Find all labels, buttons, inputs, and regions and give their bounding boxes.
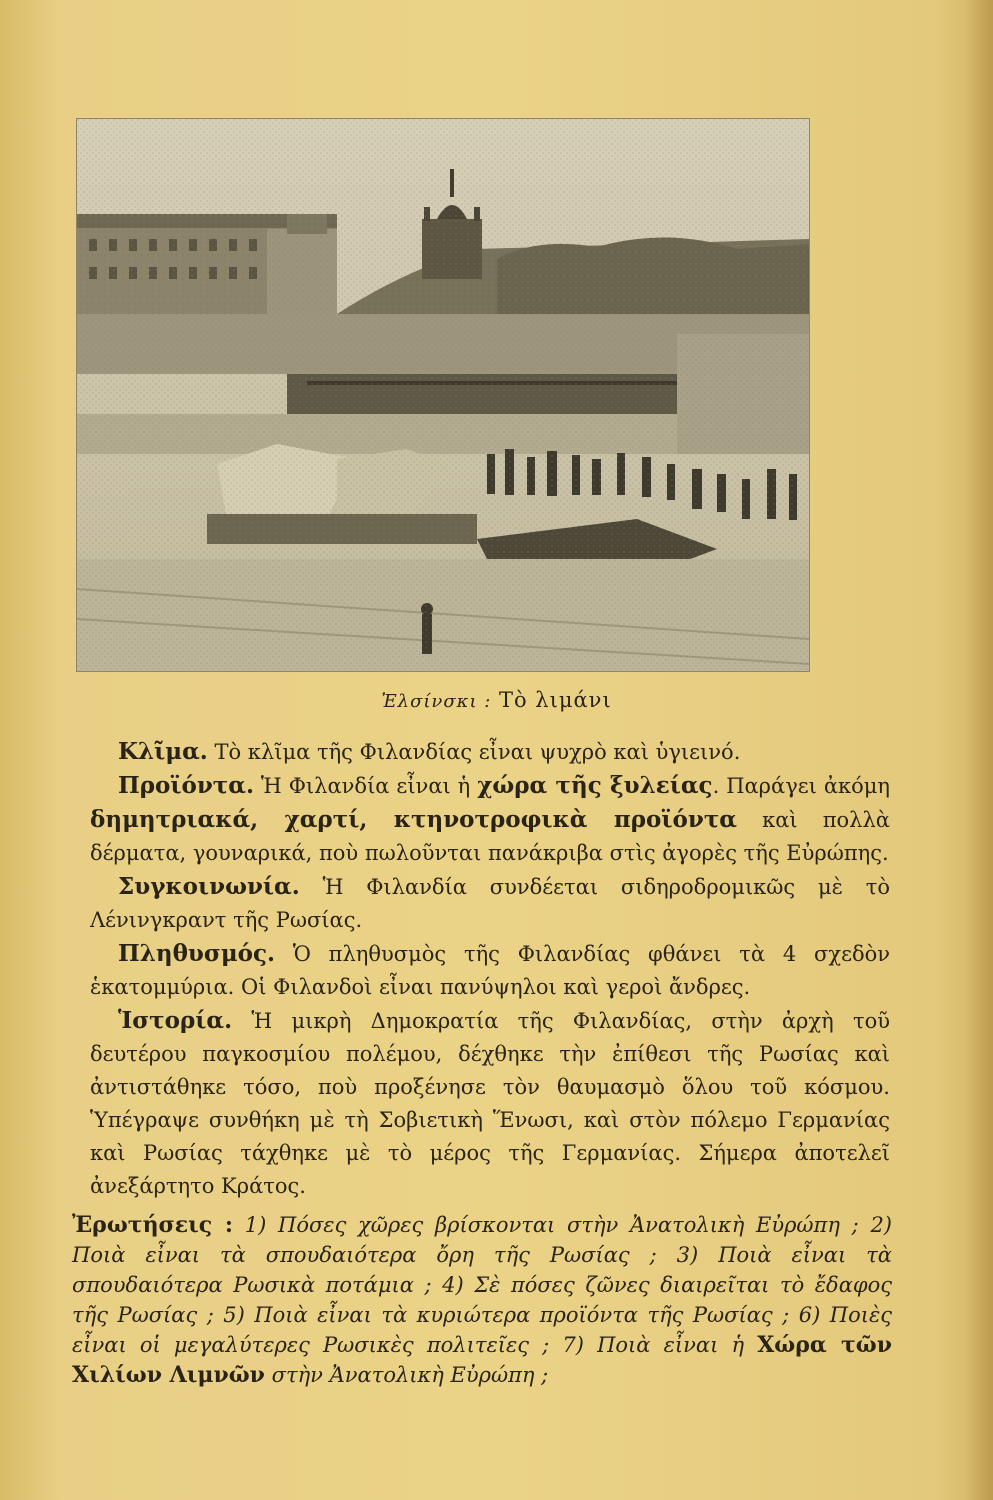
questions-heading: Ἐρωτήσεις : — [72, 1212, 234, 1238]
page-edge-shadow — [965, 0, 993, 1500]
paragraph-heading: Ἱστορία. — [118, 1007, 233, 1034]
paragraph-text: καὶ πολλὰ δέρματα, γουναρικά, ποὺ πωλοῦνται πανάκριβα στὶς ἀγορὲς τῆς Εὐρώπης. — [90, 808, 890, 865]
paragraph-text: Ἡ μικρὴ Δημοκρατία τῆς Φιλανδίας, στὴν ἀρχὴ τοῦ δευτέρου παγκοσμίου πολέμου, δέχθηκε τὴν ἐπίθεσι τῆς Ρωσίας καὶ ἀντιστάθηκε τόσο, ποὺ προξένησε τὸν θαυμασμὸ ὅλου τοῦ κόσμου. Ὑπέγραψε συνθήκη μὲ τὴ Σοβιετικὴ Ἕνωσι, καὶ στὸν πόλεμο Γερμανίας καὶ Ρωσίας τάχθηκε μὲ τὸ μέρος τῆς Γερμανίας. Σήμερα ἀποτελεῖ ἀνεξάρτητο Κράτος. — [90, 1009, 890, 1198]
harbor-photo — [76, 118, 810, 672]
paragraph-text: Ὁ πληθυσμὸς τῆς Φιλανδίας φθάνει τὰ 4 σχεδὸν ἑκατομμύρια. Οἱ Φιλανδοὶ εἶναι πανύψηλοι καὶ γεροὶ ἄνδρες. — [90, 942, 890, 999]
harbor-photo-illustration — [77, 119, 809, 671]
paragraph-heading: Προϊόντα. — [118, 772, 254, 799]
caption-place: Ἐλσίνσκι : — [381, 691, 492, 712]
paragraph-heading: Συγκοινωνία. — [118, 873, 300, 900]
paragraph-products — [90, 769, 890, 870]
paragraph-heading: Κλῖμα. — [118, 738, 208, 765]
emphasis-text: δημητριακά, χαρτί, κτηνοτροφικὰ προϊόντα — [90, 806, 737, 833]
paragraph-history — [90, 1004, 890, 1203]
paragraph-text: . Παράγει ἀκόμη — [712, 774, 891, 798]
paragraph-text: Ἡ Φιλανδία εἶναι ἡ — [253, 774, 478, 798]
questions-text: 1) Πόσες χῶρες βρίσκονται στὴν Ἀνατολικὴ Εὐρώπη ; 2) Ποιὰ εἶναι τὰ σπουδαιότερα ὄρη τῆς Ρωσίας ; 3) Ποιὰ εἶναι τὰ σπουδαιότερα Ρωσικὰ ποτάμια ; 4) Σὲ πόσες ζῶνες διαιρεῖται τὸ ἔδαφος τῆς Ρωσίας ; 5) Ποιὰ εἶναι τὰ κυριώτερα προϊόντα τῆς Ρωσίας ; 6) Ποιὲς εἶναι οἱ μεγαλύτερες Ρωσικὲς πολιτεῖες ; 7) Ποιὰ εἶναι ἡ — [72, 1213, 893, 1357]
caption-subject: Τὸ λιμάνι — [498, 688, 612, 712]
emphasis-text: Χώρα τῶν Χιλίων Λιμνῶν — [72, 1332, 892, 1388]
paragraph-communication — [90, 870, 890, 937]
questions-section — [72, 1210, 892, 1390]
paragraph-heading: Πληθυσμός. — [118, 940, 276, 967]
paragraph-population — [90, 937, 890, 1004]
photo-caption — [0, 688, 993, 712]
paragraph-text: Τὸ κλῖμα τῆς Φιλανδίας εἶναι ψυχρὸ καὶ ὑγιεινό. — [207, 740, 741, 764]
paragraph-climate — [90, 735, 890, 769]
questions-text: στὴν Ἀνατολικὴ Εὐρώπη ; — [264, 1363, 549, 1387]
paragraph-text: Ἡ Φιλανδία συνδέεται σιδηροδρομικῶς μὲ τὸ Λένινγκραντ τῆς Ρωσίας. — [90, 875, 890, 932]
emphasis-text: χώρα τῆς ξυλείας — [477, 772, 713, 799]
main-text — [90, 735, 890, 1203]
